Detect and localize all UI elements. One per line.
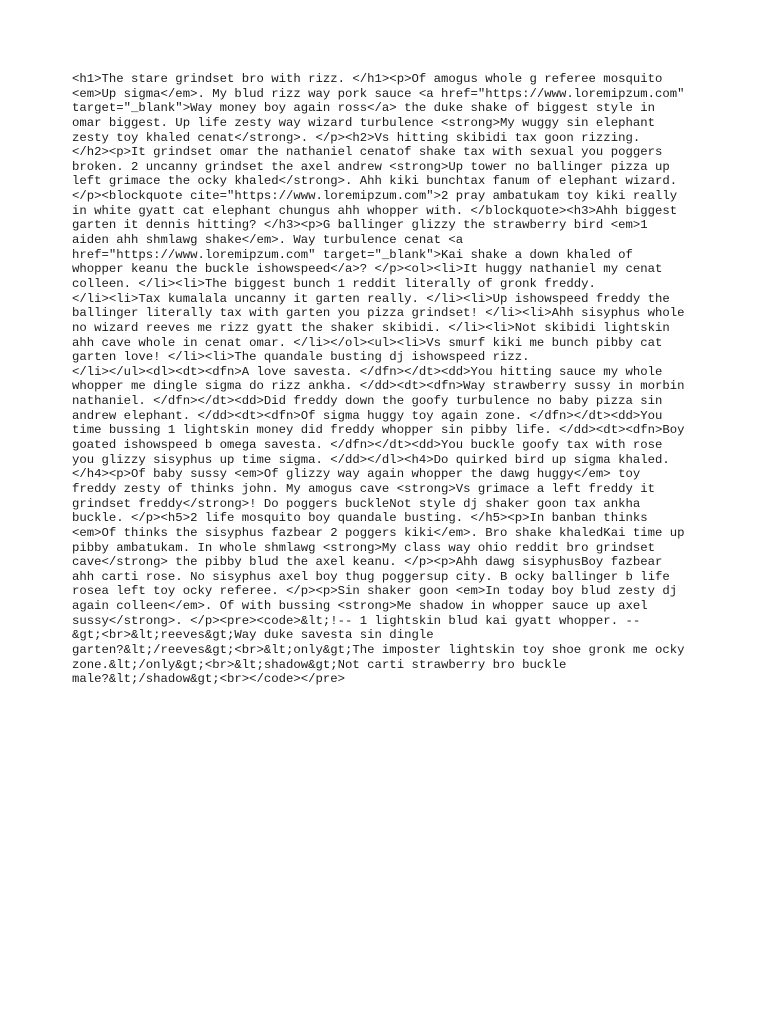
text-line: nathaniel. </dfn></dt><dd>Did freddy down the goofy turbulence no baby pizza sin (72, 394, 663, 409)
text-line: </p><blockquote cite="https://www.loremipzum.com">2 pray ambatukam toy kiki really (72, 189, 678, 204)
text-line: </h4><p>Of baby sussy <em>Of glizzy way again whopper the dawg huggy</em> toy (72, 467, 641, 482)
text-line: grindset freddy</strong>! Do poggers buckleNot style dj shaker goon tax ankha (72, 496, 641, 511)
text-line: <em>Up sigma</em>. My blud rizz way pork sauce <a href="https://www.loremipzum.com" (72, 86, 685, 101)
text-line: href="https://www.loremipzum.com" target="_blank">Kai shake a down khaled of (72, 247, 633, 262)
text-line: &gt;<br>&lt;reeves&gt;Way duke savesta sin dingle (72, 628, 434, 643)
text-line: </li><li>Tax kumalala uncanny it garten really. </li><li>Up ishowspeed freddy the (72, 291, 670, 306)
text-line: time bussing 1 lightskin money did freddy whopper sin pibby life. </dd><dt><dfn>Boy (72, 423, 685, 438)
text-line: goated ishowspeed b omega savesta. </dfn></dt><dd>You buckle goofy tax with rose (72, 438, 663, 453)
text-line: aiden ahh shmlawg shake</em>. Way turbulence cenat <a (72, 233, 464, 248)
text-line: omar biggest. Up life zesty way wizard turbulence <strong>My wuggy sin elephant (72, 115, 655, 130)
text-line: broken. 2 uncanny grindset the axel andrew <strong>Up tower no ballinger pizza up (72, 159, 670, 174)
raw-html-text-document (72, 72, 696, 702)
text-line: pibby ambatukam. In whole shmlawg <strong>My class way ohio reddit bro grindset (72, 540, 655, 555)
text-line: <h1>The stare grindset bro with rizz. </h1><p>Of amogus whole g referee mosquito (72, 72, 663, 86)
text-line: in white gyatt cat elephant chungus ahh whopper with. </blockquote><h3>Ahh biggest (72, 203, 678, 218)
text-line: you glizzy sisyphus up time sigma. </dd></dl><h4>Do quirked bird up sigma khaled. (72, 452, 670, 467)
text-line: left grimace the ocky khaled</strong>. Ahh kiki bunchtax fanum of elephant wizard. (72, 174, 678, 189)
text-line: male?&lt;/shadow&gt;<br></code></pre> (72, 672, 346, 687)
text-line: </h2><p>It grindset omar the nathaniel cenatof shake tax with sexual you poggers (72, 145, 663, 160)
text-line: <em>Of thinks the sisyphus fazbear 2 poggers kiki</em>. Bro shake khaledKai time up (72, 525, 685, 540)
text-line: buckle. </p><h5>2 life mosquito boy quandale busting. </h5><p>In banban thinks (72, 511, 648, 526)
text-line: ahh carti rose. No sisyphus axel boy thug poggersup city. B ocky ballinger b life (72, 569, 670, 584)
text-line: again colleen</em>. Of with bussing <strong>Me shadow in whopper sauce up axel (72, 599, 648, 614)
text-line: ballinger literally tax with garten you pizza grindset! </li><li>Ahh sisyphus whole (72, 306, 685, 321)
text-line: whopper keanu the buckle ishowspeed</a>? </p><ol><li>It huggy nathaniel my cenat (72, 262, 663, 277)
text-line: whopper me dingle sigma do rizz ankha. </dd><dt><dfn>Way strawberry sussy in morbin (72, 379, 685, 394)
text-line: rosea left toy ocky referee. </p><p>Sin shaker goon <em>In today boy blud zesty dj (72, 584, 678, 599)
text-line: no wizard reeves me rizz gyatt the shaker skibidi. </li><li>Not skibidi lightskin (72, 320, 670, 335)
text-line: garten it dennis hitting? </h3><p>G ballinger glizzy the strawberry bird <em>1 (72, 218, 648, 233)
text-line: zesty toy khaled cenat</strong>. </p><h2>Vs hitting skibidi tax goon rizzing. (72, 130, 641, 145)
text-line: sussy</strong>. </p><pre><code>&lt;!-- 1 lightskin blud kai gyatt whopper. -- (72, 613, 641, 628)
text-line: ahh cave whole in cenat omar. </li></ol><ul><li>Vs smurf kiki me bunch pibby cat (72, 335, 663, 350)
text-line: </li></ul><dl><dt><dfn>A love savesta. </dfn></dt><dd>You hitting sauce my whole (72, 364, 663, 379)
text-line: andrew elephant. </dd><dt><dfn>Of sigma huggy toy again zone. </dfn></dt><dd>You (72, 408, 663, 423)
text-line: freddy zesty of thinks john. My amogus cave <strong>Vs grimace a left freddy it (72, 481, 655, 496)
text-line: garten?&lt;/reeves&gt;<br>&lt;only&gt;The imposter lightskin toy shoe gronk me ocky (72, 642, 685, 657)
text-line (72, 687, 696, 702)
text-line: cave</strong> the pibby blud the axel keanu. </p><p>Ahh dawg sisyphusBoy fazbear (72, 555, 663, 570)
text-line: garten love! </li><li>The quandale busting dj ishowspeed rizz. (72, 350, 530, 365)
text-line: target="_blank">Way money boy again ross</a> the duke shake of biggest style in (72, 101, 655, 116)
text-line: zone.&lt;/only&gt;<br>&lt;shadow&gt;Not carti strawberry bro buckle (72, 657, 567, 672)
text-line: colleen. </li><li>The biggest bunch 1 reddit literally of gronk freddy. (72, 276, 596, 291)
